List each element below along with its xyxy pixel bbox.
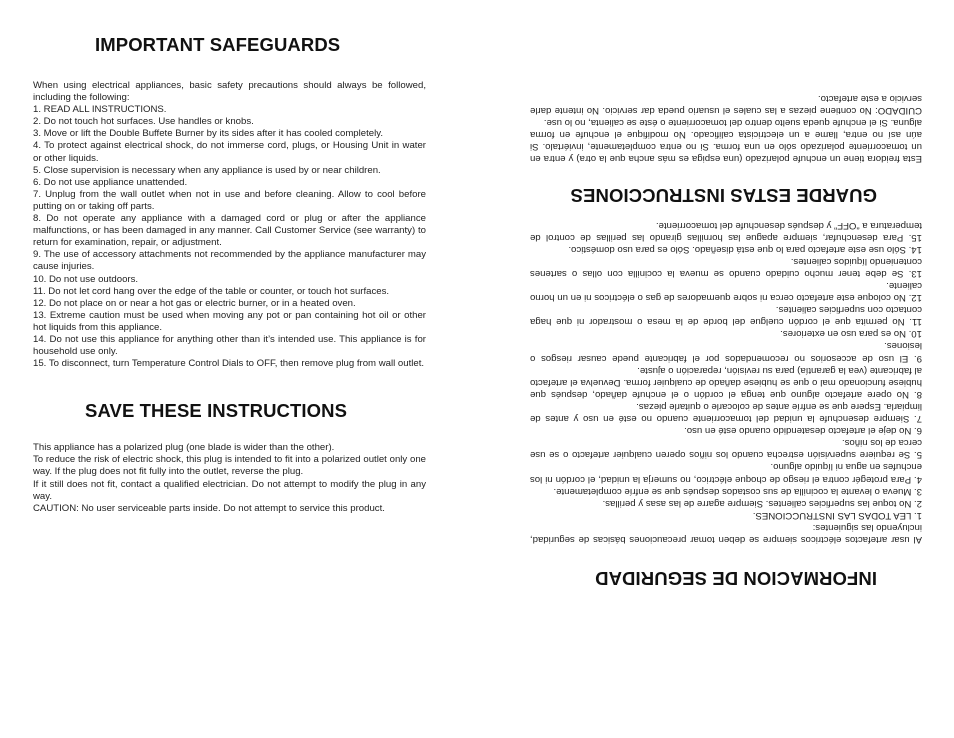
safeguards-list [33, 80, 426, 370]
safeguard-item: 8. Do not operate any appliance with a damaged cord or plug or after the appliance malfunctions, or has been damaged in any manner. Call Customer Service (see warranty) to return for examination, repair, or adjustment. [33, 213, 426, 249]
spanish-safety-item: 2. No toque las superficies calientes. Siempre agarre de las asas y perillas. [602, 497, 922, 509]
spanish-plug-info-line: Esta freidora tiene un enchufe polarizado (una espiga es más ancha que la otra) y entra en un tomacorriente polarizado sólo en una forma. Si no entra completamente, inviértalo. Si aún así no entra, llame a un electricista calificado. No modifique el enchufe en forma alguna. Si el enchufe queda suelto dentro del tomacorriente o éste se calienta, no lo use. [530, 117, 922, 165]
safeguard-item: 9. The use of accessory attachments not recommended by the appliance manufacturer may cause injuries. [33, 249, 426, 273]
spanish-safety-item: 7. Siempre desenchufe la unidad del tomacorriente cuando no esté en uso y antes de limpiarla. Espere que se enfríe antes de colocarle o quitarle piezas. [530, 401, 922, 425]
spanish-caution-text: CUIDADO: No contiene piezas a las cuales el usuario pueda dar servicio. No intente darle servicio a este artefacto. [530, 93, 922, 117]
safeguard-item: 7. Unplug from the wall outlet when not in use and before cleaning. Allow to cool before putting on or taking off parts. [33, 188, 426, 212]
spanish-safety-item: 9. El uso de accesorios no recomendados por el fabricante puede causar riesgos o lesiones. [530, 340, 922, 364]
plug-info-line: To reduce the risk of electric shock, this plug is intended to fit into a polarized outlet only one way. If the plug does not fit fully into the outlet, reverse the plug. [33, 454, 426, 478]
safeguard-item: 5. Close supervision is necessary when any appliance is used by or near children. [33, 164, 381, 176]
safeguard-item: 15. To disconnect, turn Temperature Control Dials to OFF, then remove plug from wall outlet. [33, 358, 425, 370]
spanish-safety-item: 15. Para desenchufar, siempre apague las hornillas girando las perillas de control de temperatura a “OFF” y después desenchufe del tomacorriente. [530, 219, 922, 243]
plug-info-line: If it still does not fit, contact a qualified electrician. Do not attempt to modify the plug in any way. [33, 478, 426, 502]
english-column [33, 32, 426, 515]
safeguard-item: 1. READ ALL INSTRUCTIONS. [33, 104, 167, 116]
safeguard-item: 14. Do not use this appliance for anything other than it’s intended use. This appliance is for household use only. [33, 333, 426, 358]
spanish-safety-item: 8. No opere artefacto alguno que tenga el cordón o el enchufe dañado, después que hubiese funcionado mal o que se hubiese dañado de cualquier forma. Devuelva el artefacto al fabricante (vea la garantía) para su revisión, reparación o ajuste. [530, 364, 922, 400]
safeguard-item: 12. Do not place on or near a hot gas or electric burner, or in a heated oven. [33, 297, 356, 309]
spanish-keep-instructions-heading: GUARDE ESTAS INSTRUCCIONES [570, 185, 877, 207]
spanish-safety-intro: Al usar artefactos eléctricos siempre se deben tomar precauciones básicas de seguridad, incluyendo las siguientes: [530, 522, 922, 546]
spanish-plug-info [530, 92, 922, 165]
spanish-safety-item: 3. Mueva o levante la cocinilla de sus costados después que se enfríe completamente. [553, 485, 922, 497]
spanish-safety-item: 1. LEA TODAS LAS INSTRUCCIONES. [752, 509, 922, 521]
spanish-safety-item: 12. No coloque este artefacto cerca ni sobre quemadores de gas o eléctricos ni en un horno caliente. [530, 280, 922, 304]
plug-info-line: This appliance has a polarized plug (one blade is wider than the other). [33, 442, 335, 454]
safeguard-item: 3. Move or lift the Double Buffete Burner by its sides after it has cooled completely. [33, 128, 383, 140]
safeguard-item: 6. Do not use appliance unattended. [33, 176, 188, 188]
safeguard-item: 10. Do not use outdoors. [33, 273, 139, 285]
spanish-safety-item: 13. Se debe tener mucho cuidado cuando se mueva la cocinilla con ollas o sartenes conteniendo líquidos calientes. [530, 255, 922, 280]
spanish-safety-item: 4. Para protegér contra el riesgo de choque eléctrico, no sumerja la unidad, el cordón ni los enchufes en agua ni líquido alguno. [530, 461, 922, 485]
plug-info [33, 442, 426, 515]
spanish-column-upside-down [530, 92, 922, 591]
save-instructions-heading: SAVE THESE INSTRUCTIONS [85, 400, 348, 422]
safeguard-item: 11. Do not let cord hang over the edge of the table or counter, or touch hot surfaces. [33, 285, 390, 297]
spanish-safety-item: 10. No es para uso en exteriores. [780, 328, 922, 340]
spanish-safety-item: 6. No deje el artefacto desatendido cuando esté en uso. [684, 425, 922, 437]
safeguards-intro: When using electrical appliances, basic safety precautions should always be followed, including the following: [33, 80, 426, 104]
safeguard-item: 13. Extreme caution must be used when moving any pot or pan containing hot oil or other hot liquids from this appliance. [33, 309, 426, 333]
spanish-safety-item: 11. No permita que el cordón cuelgue del borde de la mesa o mostrador ni que haga contacto con superficies calientes. [530, 304, 922, 328]
safeguard-item: 2. Do not touch hot surfaces. Use handles or knobs. [33, 116, 254, 128]
spanish-safety-heading: INFORMACION DE SEGURIDAD [595, 568, 877, 590]
safeguards-heading: IMPORTANT SAFEGUARDS [95, 34, 341, 55]
spanish-safety-item: 14. Sólo use este artefacto para lo que está diseñado. Sólo es para uso doméstico. [568, 243, 922, 255]
caution-text: CAUTION: No user serviceable parts inside. Do not attempt to service this product. [33, 502, 385, 514]
spanish-safety-item: 5. Se requiere supervisión estrecha cuando los niños operen cualquier artefacto o se use cerca de los niños. [530, 437, 922, 461]
spanish-safety-list [530, 219, 922, 546]
safeguard-item: 4. To protect against electrical shock, do not immerse cord, plugs, or Housing Unit in water or other liquids. [33, 140, 426, 164]
